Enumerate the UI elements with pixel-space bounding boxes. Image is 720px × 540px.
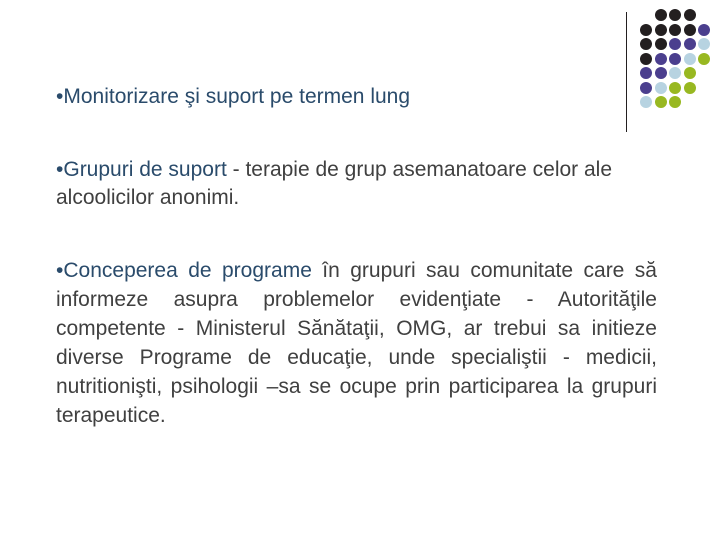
- bullet-text: - terapie de grup asemanatoare celor ale alcoolicilor anonimi.: [56, 158, 613, 209]
- decorative-dot: [655, 24, 667, 36]
- decorative-dot: [640, 82, 652, 94]
- decorative-dot: [698, 53, 710, 65]
- decorative-dot: [669, 82, 681, 94]
- decorative-dot: [655, 9, 667, 21]
- bullet-marker: •: [56, 85, 64, 108]
- decorative-dot: [640, 38, 652, 50]
- decorative-dot: [684, 82, 696, 94]
- decorative-dot: [684, 38, 696, 50]
- decorative-dot: [655, 53, 667, 65]
- decorative-dot: [698, 24, 710, 36]
- decorative-dot: [640, 53, 652, 65]
- decorative-dot: [669, 24, 681, 36]
- bullet-title: Conceperea de programe: [63, 259, 312, 282]
- decorative-dot: [684, 24, 696, 36]
- bullet-monitoring: [56, 84, 616, 110]
- bullet-marker: •: [56, 259, 64, 282]
- bullet-programs: [56, 256, 657, 430]
- decorative-dot: [640, 24, 652, 36]
- decorative-dot: [669, 38, 681, 50]
- decorative-dot: [655, 67, 667, 79]
- bullet-text: în grupuri sau comunitate care să informeze asupra problemelor evidenţiate - Autorităţile competente - Ministerul Sănătaţii, OMG, ar trebui sa initieze diverse Programe de educaţie, unde specialiştii - medicii, nutritionişti, psihologii –sa se ocupe prin participarea la grupuri terapeutice.: [56, 259, 657, 427]
- decorative-dot: [684, 9, 696, 21]
- decorative-dot: [655, 82, 667, 94]
- decorative-dot: [698, 38, 710, 50]
- divider-line: [626, 12, 627, 132]
- bullet-marker: •: [56, 158, 64, 181]
- decorative-dot: [655, 38, 667, 50]
- decorative-dot: [669, 67, 681, 79]
- decorative-dot: [684, 53, 696, 65]
- decorative-dot: [655, 96, 667, 108]
- decorative-dot: [640, 67, 652, 79]
- decorative-dot: [684, 67, 696, 79]
- decorative-dot: [669, 9, 681, 21]
- decorative-dot-grid: [640, 9, 710, 119]
- decorative-dot: [669, 53, 681, 65]
- bullet-title: Grupuri de suport: [63, 158, 227, 181]
- decorative-dot: [669, 96, 681, 108]
- bullet-support-groups: [56, 156, 656, 212]
- bullet-title: Monitorizare şi suport pe termen lung: [63, 85, 411, 108]
- decorative-dot: [640, 96, 652, 108]
